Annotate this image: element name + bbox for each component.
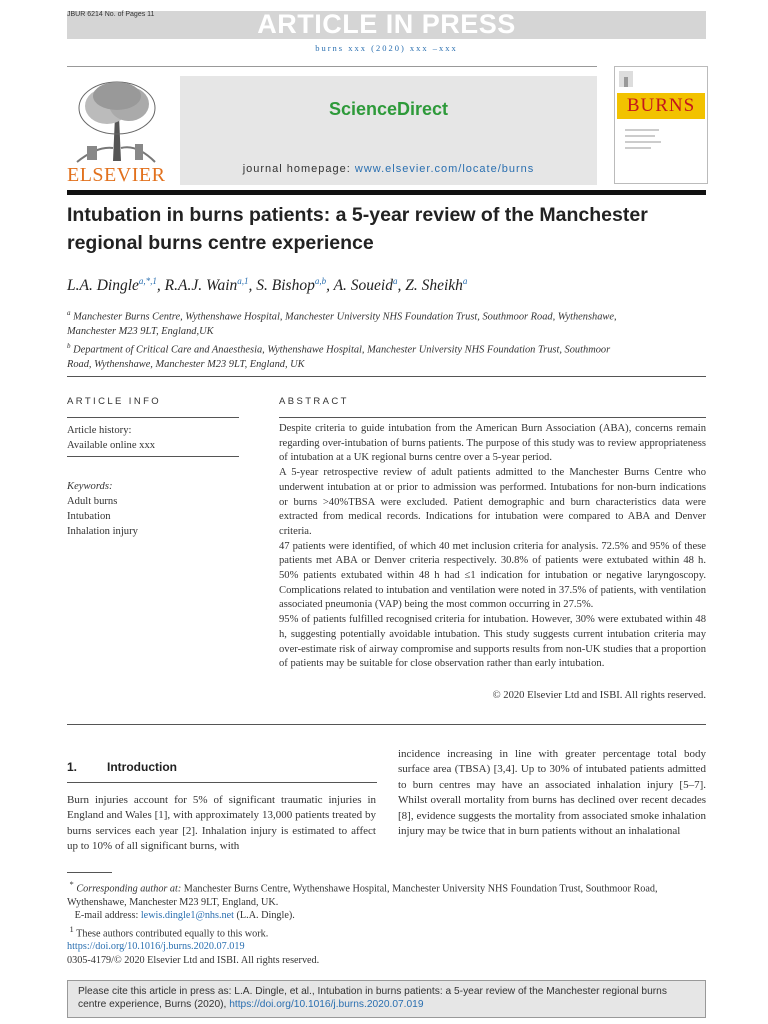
equal-contribution-note [67, 923, 706, 941]
affiliations [67, 306, 627, 373]
abstract-bottom-rule [67, 724, 706, 725]
keyword-item: Intubation [67, 511, 111, 522]
author-name: Z. Sheikh [405, 277, 463, 295]
journal-homepage-line [180, 163, 597, 175]
cover-text-lines-icon [625, 125, 665, 155]
body-column-left: Burn injuries account for 5% of significant traumatic injuries in England and Wales [1], with approximately 13,000 patients treated by burns services each year [2]. Inhalation injury is estimated to affect up to 10% of all significant burns, with [67, 794, 376, 853]
affiliation-label: a [67, 309, 71, 317]
author-affiliation-marker[interactable]: a [392, 276, 398, 286]
affiliation-item [67, 339, 627, 372]
citation-text: Please cite this article in press as: L.A. Dingle, et al., Intubation in burns patients: a 5-year review of the Manchester regional burns centre experience, Burns (2020), [78, 986, 667, 1011]
article-info-rule-2 [67, 456, 239, 457]
affiliation-rule [67, 376, 706, 377]
journal-cover-image[interactable] [614, 66, 708, 184]
keywords-block [67, 479, 138, 539]
sciencedirect-logo[interactable]: ScienceDirect [328, 99, 449, 119]
abstract-body [279, 422, 706, 672]
journal-homepage-link[interactable]: www.elsevier.com/locate/burns [354, 163, 535, 175]
section-title: Introduction [107, 760, 177, 774]
keyword-item: Adult burns [67, 496, 118, 507]
cover-title: BURNS [617, 93, 705, 119]
author-name: R.A.J. Wain [164, 277, 238, 295]
author-affiliation-marker[interactable]: a,*,1 [138, 276, 157, 286]
abstract-heading: ABSTRACT [279, 396, 349, 407]
elsevier-wordmark: ELSEVIER [67, 164, 166, 186]
affiliation-text: Manchester Burns Centre, Wythenshawe Hospital, Manchester University NHS Foundation Trust, Southmoor Road, Wythenshawe, Manchester M23 9LT, England,UK [67, 311, 617, 337]
header-thick-rule [67, 190, 706, 195]
author-list: L.A. Dingle$^{a,*,1}$, R.A.J. Wain$^{a,1}$, S. Bishop$^{a,b}$, A. Soueid$^a$, Z. Sheikh$^a$ [67, 276, 468, 295]
footnote-marker: 1 [69, 923, 74, 934]
article-history-label: Article history: [67, 425, 132, 436]
affiliation-item [67, 306, 627, 339]
abstract-paragraph: 95% of patients fulfilled recognised criteria for intubation. However, 30% were extubated within 48 h, suggesting potentially avoidable intubation. This study suggests current intubation criteria may over-estimate risk of airway compromise and supports results from non-UK studies that a proportion of patients may be suitable for close observation rather than early intubation. [279, 614, 706, 670]
keywords-label: Keywords: [67, 481, 113, 492]
equal-contribution-text: These authors contributed equally to this work. [76, 928, 269, 939]
article-title: Intubation in burns patients: a 5-year review of the Manchester regional burns centre experience [67, 204, 648, 254]
footnote-marker: * [69, 879, 74, 889]
section-heading-introduction [67, 760, 177, 774]
elsevier-mini-logo-icon [619, 71, 633, 87]
footnote-rule [67, 872, 112, 873]
journal-reference: JBUR 6214 No. of Pages 11 [67, 11, 155, 18]
journal-citation-line: burns xxx (2020) xxx –xxx [315, 43, 458, 53]
article-history [67, 423, 155, 453]
article-history-value: Available online xxx [67, 440, 156, 451]
doi-link[interactable]: https://doi.org/10.1016/j.burns.2020.07.019 [67, 941, 245, 953]
citation-box [67, 980, 706, 1018]
section-rule [67, 782, 377, 783]
journal-homepage-label: journal homepage: [242, 163, 355, 175]
header-top-rule [67, 66, 597, 67]
section-number: 1. [67, 760, 78, 774]
abstract-paragraph: 47 patients were identified, of which 40 met inclusion criteria for analysis. 72.5% and 95% of these patients met ABA or Denver criteria respectively. 30.8% of patients were extubated within 48 h. 50% patients extubated within 48 h had ≤1 indication for intubation or negative laryngoscopy. Complications related to intubation and ventilation were noted in 37.5% of patients, with ventilation associated pneumonia (VAP) being the most common occurring in 27.5%. [279, 540, 706, 611]
footnotes [67, 878, 706, 967]
affiliation-text: Department of Critical Care and Anaesthesia, Wythenshawe Hospital, Manchester University NHS Foundation Trust, Southmoor Road, Wythenshawe, Manchester M23 9LT, England, UK [67, 344, 611, 371]
article-info-rule [67, 417, 239, 418]
author-affiliation-marker[interactable]: a,1 [237, 276, 249, 286]
author-name: A. Soueid [333, 277, 393, 295]
article-in-press-label: ARTICLE IN PRESS [257, 9, 516, 39]
author-name: L.A. Dingle [67, 277, 139, 295]
abstract-paragraph: A 5-year retrospective review of adult patients admitted to the Manchester Burns Centre who underwent intubation at or prior to admission was performed. Intubations for non-burn indications or burns >40%TBSA were excluded. Patient demographic and burn characteristics data were extracted from medical records. Indications for intubation were compared to ABA and Denver criteria. [279, 467, 706, 537]
abstract-copyright: © 2020 Elsevier Ltd and ISBI. All rights reserved. [492, 690, 706, 701]
keyword-item: Inhalation injury [67, 526, 138, 537]
corresponding-author-label: Corresponding author at: [76, 883, 182, 895]
body-column-right: incidence increasing in line with greater percentage total body surface area (TBSA) [3,4]. Up to 30% of intubated patients admitted to burn centres may have an associated inhalation injury [5–7]. Whilst overall mortality from burns has declined over recent decades [8], evidence suggests the mortality from associated smoke inhalation injury may be twice that in burn patients without an inhalational [398, 748, 706, 838]
email-suffix: (L.A. Dingle). [236, 910, 295, 922]
citation-doi-link[interactable]: https://doi.org/10.1016/j.burns.2020.07.019 [229, 999, 424, 1011]
author-name: S. Bishop [256, 277, 315, 295]
abstract-paragraph: Despite criteria to guide intubation from the American Burn Association (ABA), concerns remain regarding over-intubation of burns patients. The purpose of this study was to review appropriateness of intubation at a UK regional burns centre over a 5-year period. [279, 423, 706, 464]
corresponding-author-address: Manchester Burns Centre, Wythenshawe Hospital, Manchester University NHS Foundation Trust, Southmoor Road, Wythenshawe, Manchester M23 9LT, England, UK. [67, 883, 658, 908]
author-affiliation-marker[interactable]: a,b [314, 276, 327, 286]
author-affiliation-marker[interactable]: a [462, 276, 468, 286]
article-info-heading: ARTICLE INFO [67, 396, 162, 407]
email-label: E-mail address: [74, 910, 139, 922]
corresponding-author-note [67, 878, 706, 909]
email-link[interactable]: lewis.dingle1@nhs.net [140, 910, 234, 922]
email-note [67, 909, 706, 922]
abstract-rule [279, 417, 706, 418]
affiliation-label: b [67, 342, 71, 351]
issn-copyright: 0305-4179/© 2020 Elsevier Ltd and ISBI. All rights reserved. [67, 954, 320, 966]
